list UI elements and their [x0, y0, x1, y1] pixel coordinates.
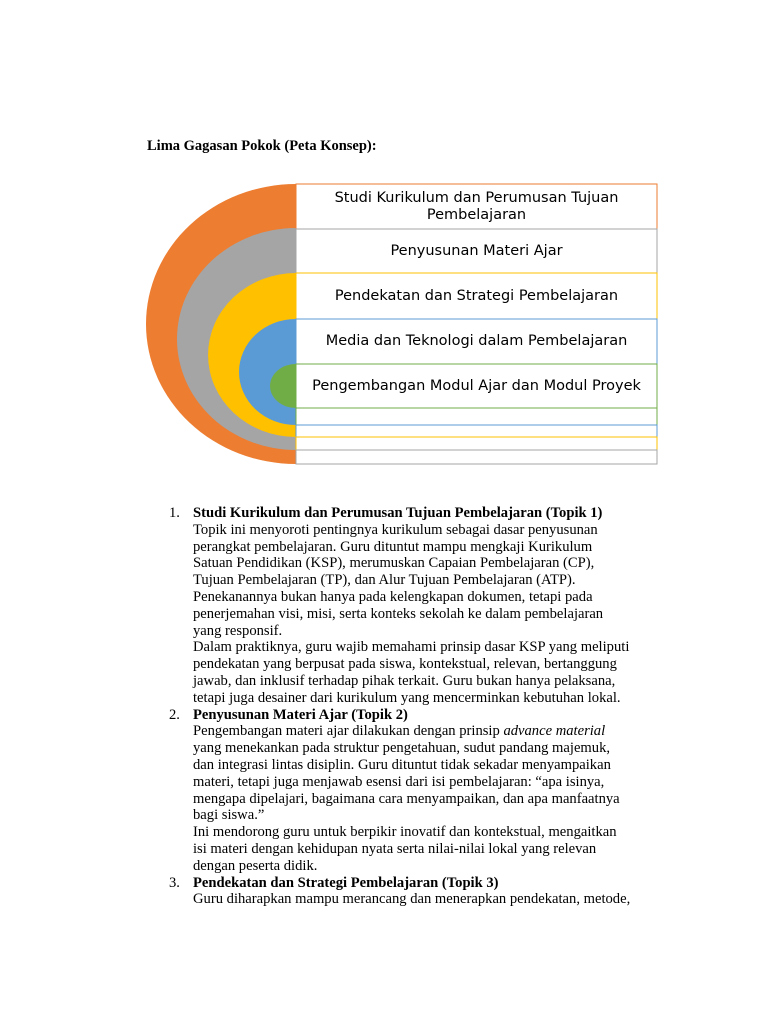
text-line: perangkat pembelajaran. Guru dituntut mampu mengkaji Kurikulum [193, 538, 593, 555]
list-item [169, 874, 663, 909]
list-item [169, 505, 663, 707]
box-label-3: Pendekatan dan Strategi Pembelajaran [334, 287, 619, 304]
box-label-5: Pengembangan Modul Ajar dan Modul Proyek [312, 377, 641, 394]
item-number: 1. [169, 505, 180, 521]
text-run: Pengembangan materi ajar dilakukan dengan prinsip [193, 723, 504, 740]
box-label-4: Media dan Teknologi dalam Pembelajaran [325, 333, 628, 349]
text-line: penerjemahan visi, misi, serta konteks sekolah ke dalam pembelajaran [193, 605, 604, 622]
text-line: yang menekankan pada struktur pengetahuan, sudut pandang majemuk, [193, 740, 611, 757]
text-line: dan integrasi lintas disiplin. Guru dituntut tidak sekadar menyampaikan [193, 756, 611, 773]
text-line: Topik ini menyoroti pentingnya kurikulum sebagai dasar penyusunan [193, 521, 598, 538]
gold-strip [296, 437, 657, 450]
box-label-2: Penyusunan Materi Ajar [390, 242, 563, 259]
text-line: Guru diharapkan mampu merancang dan menerapkan pendekatan, metode, [193, 891, 631, 908]
item-number: 2. [169, 706, 180, 723]
blue-strip [296, 425, 657, 437]
topic-list [169, 505, 663, 908]
text-line: Tujuan Pembelajaran (TP), dan Alur Tujuan Pembelajaran (ATP). [193, 572, 576, 589]
box-label-1-line-1: Studi Kurikulum dan Perumusan Tujuan [334, 189, 619, 206]
text-line: Ini mendorong guru untuk berpikir inovatif dan kontekstual, mengaitkan [193, 824, 617, 841]
text-line: Dalam praktiknya, guru wajib memahami prinsip dasar KSP yang meliputi [193, 639, 630, 656]
text-line: tetapi juga desainer dari kurikulum yang mencerminkan kebutuhan lokal. [193, 689, 621, 706]
text-line: dengan peserta didik. [193, 857, 318, 874]
item-number: 3. [169, 874, 180, 891]
emphasis-text: advance material [503, 723, 606, 740]
text-line: jawab, dan inklusif terhadap pihak terkait. Guru bukan hanya pelaksana, [193, 672, 616, 689]
text-line: Satuan Pendidikan (KSP), merumuskan Capaian Pembelajaran (CP), [193, 555, 595, 572]
text-line: isi materi dengan kehidupan nyata serta nilai-nilai lokal yang relevan [193, 840, 597, 857]
box-label-1 [296, 184, 657, 229]
item-paragraph [193, 891, 663, 908]
text-line: pendekatan yang berpusat pada siswa, kontekstual, relevan, bertanggung [193, 656, 617, 673]
green-strip [296, 408, 657, 425]
box-label-1-line-2: Pembelajaran [426, 206, 527, 223]
item-title: Penyusunan Materi Ajar (Topik 2) [193, 706, 408, 723]
text-line: bagi siswa.” [193, 807, 265, 824]
item-paragraph [193, 522, 663, 640]
item-paragraph [193, 723, 663, 824]
item-paragraph [193, 824, 663, 874]
page-heading: Lima Gagasan Pokok (Peta Konsep): [147, 138, 377, 154]
item-title: Studi Kurikulum dan Perumusan Tujuan Pembelajaran (Topik 1) [193, 505, 603, 521]
text-line: mengapa dipelajari, bagaimana cara menyampaikan, dan apa manfaatnya [193, 790, 620, 807]
item-paragraph [193, 639, 663, 706]
text-line: materi, tetapi juga menjawab esensi dari isi pembelajaran: “apa isinya, [193, 773, 605, 790]
item-title: Pendekatan dan Strategi Pembelajaran (Topik 3) [193, 874, 499, 891]
list-item [169, 706, 663, 875]
text-line: yang responsif. [193, 622, 283, 639]
gray-strip [296, 450, 657, 464]
text-line [193, 723, 605, 739]
text-line: Penekanannya bukan hanya pada kelengkapan dokumen, tetapi pada [193, 588, 593, 605]
